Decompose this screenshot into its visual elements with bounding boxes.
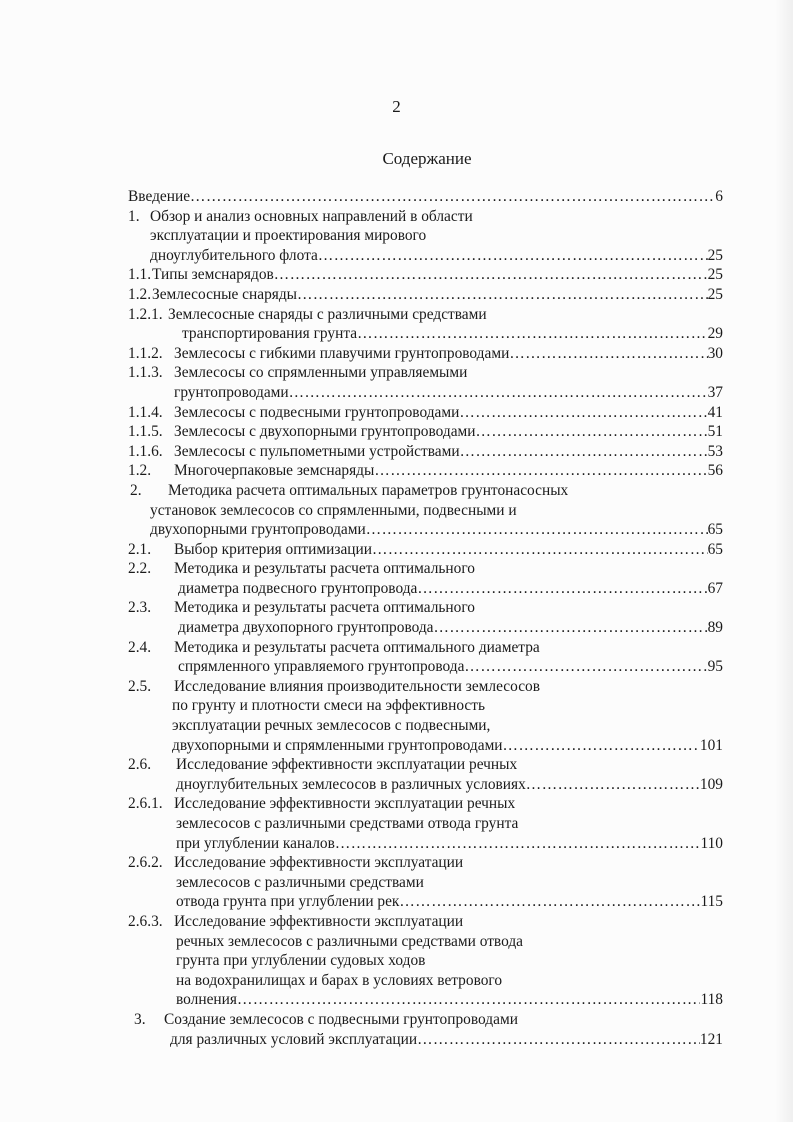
toc-entry-text[interactable]: Исследование эффективности эксплуатации [174,912,464,930]
toc-line [128,912,723,932]
toc-line [128,324,723,344]
toc-line [128,716,723,736]
toc-entry-text[interactable]: Методика расчета оптимальных параметров грунтонасосных [168,481,569,499]
toc-leader-line [174,461,723,481]
dot-leader [374,461,707,481]
dot-leader [417,1030,700,1050]
toc-entry-text[interactable]: Обзор и анализ основных направлений в области [150,207,473,225]
toc-line [128,834,723,854]
toc-page-number: 30 [707,344,723,362]
toc-entry-text[interactable]: речных землесосов с различными средствами отвода [176,932,523,950]
toc-page-number: 101 [699,736,723,754]
toc-entry-text[interactable]: установок землесосов со спрямленными, подвесными и [150,501,517,519]
toc-entry-text[interactable]: диаметра подвесного грунтопровода [178,579,418,597]
dot-leader [335,834,701,854]
toc-line [128,246,723,266]
toc-entry-text[interactable]: Выбор критерия оптимизации [174,540,372,558]
toc-leader-line [174,383,723,403]
toc-entry-number: 2.4. [128,638,152,656]
toc-line [128,677,723,697]
toc-leader-line [176,990,723,1010]
toc-entry-text[interactable]: при углублении каналов [176,834,335,852]
toc-entry-text[interactable]: отвода грунта при углублении рек [176,893,400,911]
toc-page-number: 29 [707,325,723,343]
dot-leader [503,736,700,756]
toc-page-number: 53 [707,442,723,460]
toc-entry-text[interactable]: двухопорными и спрямленными грунтопроводами [172,736,503,754]
toc-leader-line [152,285,723,305]
toc-line [128,1030,723,1050]
toc-leader-line [174,540,723,560]
toc-leader-line [176,834,723,854]
toc-line [128,422,723,442]
toc-leader-line [178,618,723,638]
toc-leader-line [170,1030,723,1050]
toc-line [128,265,723,285]
toc-entry-number: 1.1.3. [128,364,163,382]
toc-page-number: 37 [707,383,723,401]
dot-leader [372,540,708,560]
dot-leader [297,285,708,305]
toc-page-number: 67 [707,579,723,597]
toc-entry-number: 2.1. [128,540,152,558]
toc-leader-line [172,736,723,756]
toc-line [128,814,723,834]
toc-leader-line [174,403,723,423]
toc-page-number: 65 [707,540,723,558]
toc-line [128,520,723,540]
toc-entry-text[interactable]: дноуглубительных землесосов в различных условиях [176,775,526,793]
toc-entry-text[interactable]: Землесосы с гибкими плавучими грунтопроводами [174,344,510,362]
dot-leader [417,579,707,599]
toc-line [128,638,723,658]
toc-entry-text[interactable]: эксплуатации речных землесосов с подвесными, [172,717,491,735]
toc-line [128,990,723,1010]
toc-entry-text[interactable]: землесосов с различными средствами отвода грунта [176,815,519,832]
toc-leader-line [176,892,723,912]
toc-entry-number: 2.6.2. [128,854,163,872]
toc-line [128,363,723,383]
toc-leader-line [182,324,723,344]
toc-entry-text[interactable]: грунтопроводами [174,383,289,401]
toc-entry-text[interactable]: Исследование эффективности эксплуатации [174,854,464,872]
toc-leader-line [178,657,723,677]
toc-entry-number: 2. [130,481,142,499]
toc-entry-text[interactable]: на водохранилищах и барах в условиях ветрового [176,971,503,989]
toc-entry-text[interactable]: Многочерпаковые земснаряды [174,462,375,480]
toc-line [128,794,723,814]
toc-line [128,481,723,501]
dot-leader [318,246,708,266]
toc-leader-line [176,775,723,795]
toc-line [128,853,723,873]
toc-entry-text[interactable]: Землесосы с двухопорными грунтопроводами [174,423,476,441]
toc-entry-text[interactable]: дноуглубительного флота [150,246,318,264]
toc-line [128,736,723,756]
toc-line [128,540,723,560]
toc-line [128,696,723,716]
toc-line [128,657,723,677]
toc-entry-text[interactable]: волнения [176,991,237,1009]
toc-entry-text[interactable]: транспортирования грунта [182,325,358,343]
toc-page-number: 121 [699,1030,723,1048]
toc-leader-line [150,520,723,540]
toc-page-number: 118 [700,991,723,1009]
toc-entry-number: 1.1.6. [128,442,163,460]
toc-entry-number: 1.1. [128,266,152,284]
toc-entry-number: 1.1.2. [128,344,163,362]
dot-leader [366,520,708,540]
toc-entry-number: 1.1.5. [128,423,163,441]
toc-entry-number: 3. [134,1010,146,1028]
toc-leader-line [128,187,723,207]
toc-page-number: 109 [699,775,723,793]
dot-leader [476,422,708,442]
toc-line [128,383,723,403]
toc-entry-text[interactable]: эксплуатации и проектирования мирового [150,227,427,245]
toc-line [128,226,723,246]
toc-line [128,461,723,481]
toc-leader-line [174,344,723,364]
toc-entry-text[interactable]: Методика и результаты расчета оптимального [174,560,475,578]
toc-entry-text[interactable]: землесосов с различными средствами [176,873,424,891]
toc-entry-number: 2.3. [128,599,152,617]
toc-line [128,305,723,325]
dot-leader [274,265,708,285]
toc-entry-text[interactable]: Создание землесосов с подвесными грунтопроводами [164,1010,518,1028]
toc-entry-text[interactable]: Исследование эффективности эксплуатации речных [174,795,516,813]
toc-entry-text[interactable]: Исследование влияния производительности землесосов [174,677,541,695]
toc-entry-number: 2.5. [128,677,152,695]
toc-line [128,501,723,521]
toc-entry-number: 1. [128,207,140,225]
toc-entry-text[interactable]: Землесосы с подвесными грунтопроводами [174,403,460,421]
toc-entry-number: 1.2. [128,285,152,303]
toc-entry-text[interactable]: Методика и результаты расчета оптимального диаметра [174,638,540,656]
toc-entry-text[interactable]: по грунту и плотности смеси на эффективность [172,697,485,715]
toc-entry-text[interactable]: Землесосы со спрямленными управляемыми [174,364,468,382]
toc-entry-number: 1.2.1. [128,305,163,323]
toc-line [128,618,723,638]
toc-entry-text[interactable]: Землесосные снаряды с различными средствами [168,305,487,323]
toc-line [128,932,723,952]
toc-page-number: 95 [707,658,723,676]
toc-leader-line [152,265,723,285]
dot-leader [399,892,700,912]
scan-edge-shadow [775,0,793,1122]
toc-entry-text[interactable]: спрямленного управляемого грунтопровода [178,658,465,676]
toc-entry-text[interactable]: Введение [128,188,191,205]
toc-entry-text[interactable]: Землесосы с пульпометными устройствами [174,442,460,460]
toc-leader-line [174,442,723,462]
toc-entry-text[interactable]: для различных условий эксплуатации [170,1030,418,1048]
toc-entry-text[interactable]: диаметра двухопорного грунтопровода [178,619,434,637]
toc-leader-line [150,246,723,266]
toc-line [128,559,723,579]
toc-entry-text[interactable]: Землесосные снаряды [152,285,298,303]
toc-line [128,873,723,893]
dot-leader [190,187,715,207]
dot-leader [434,618,708,638]
toc-page-number: 25 [707,266,723,284]
toc-page-number: 25 [707,285,723,303]
toc-line [128,1010,723,1030]
toc-line [128,971,723,991]
dot-leader [526,775,700,795]
dot-leader [464,657,707,677]
toc-line [128,755,723,775]
toc-line [128,892,723,912]
toc-page-number: 25 [707,246,723,264]
dot-leader [460,442,708,462]
toc-line [128,207,723,227]
page-number: 2 [392,97,401,116]
toc-line [128,285,723,305]
dot-leader [289,383,708,403]
toc-line [128,951,723,971]
toc-page-number: 41 [707,403,723,421]
toc-entry-text[interactable]: двухопорными грунтопроводами [150,521,366,539]
toc-entry-number: 2.6.3. [128,912,163,930]
toc-entry-text[interactable]: Типы земснарядов [152,266,274,284]
toc-line [128,775,723,795]
toc-line [128,598,723,618]
toc-line [128,403,723,423]
toc-entry-number: 2.6.1. [128,795,163,813]
toc-leader-line [178,579,723,599]
dot-leader [459,403,707,423]
toc-line [128,579,723,599]
toc-entry-text[interactable]: Методика и результаты расчета оптимального [174,599,475,617]
dot-leader [237,990,701,1010]
toc-entry-text[interactable]: грунта при углублении судовых ходов [176,952,426,970]
toc-title: Содержание [382,149,472,168]
toc-page-number: 110 [700,834,723,852]
dot-leader [509,344,707,364]
toc-page-number: 56 [707,462,723,480]
toc-entry-number: 1.1.4. [128,403,163,421]
table-of-contents [128,187,723,1049]
toc-page-number: 65 [707,521,723,539]
toc-line [128,187,723,207]
toc-entry-number: 2.2. [128,560,152,578]
toc-entry-number: 2.6. [128,756,152,774]
toc-leader-line [174,422,723,442]
toc-line [128,442,723,462]
toc-line [128,344,723,364]
toc-page-number: 89 [707,619,723,637]
toc-page-number: 115 [700,893,723,911]
toc-page-number: 51 [707,423,723,441]
toc-entry-number: 1.2. [128,462,152,480]
toc-entry-text[interactable]: Исследование эффективности эксплуатации речных [176,756,518,774]
dot-leader [357,324,708,344]
toc-page-number: 6 [715,188,723,205]
